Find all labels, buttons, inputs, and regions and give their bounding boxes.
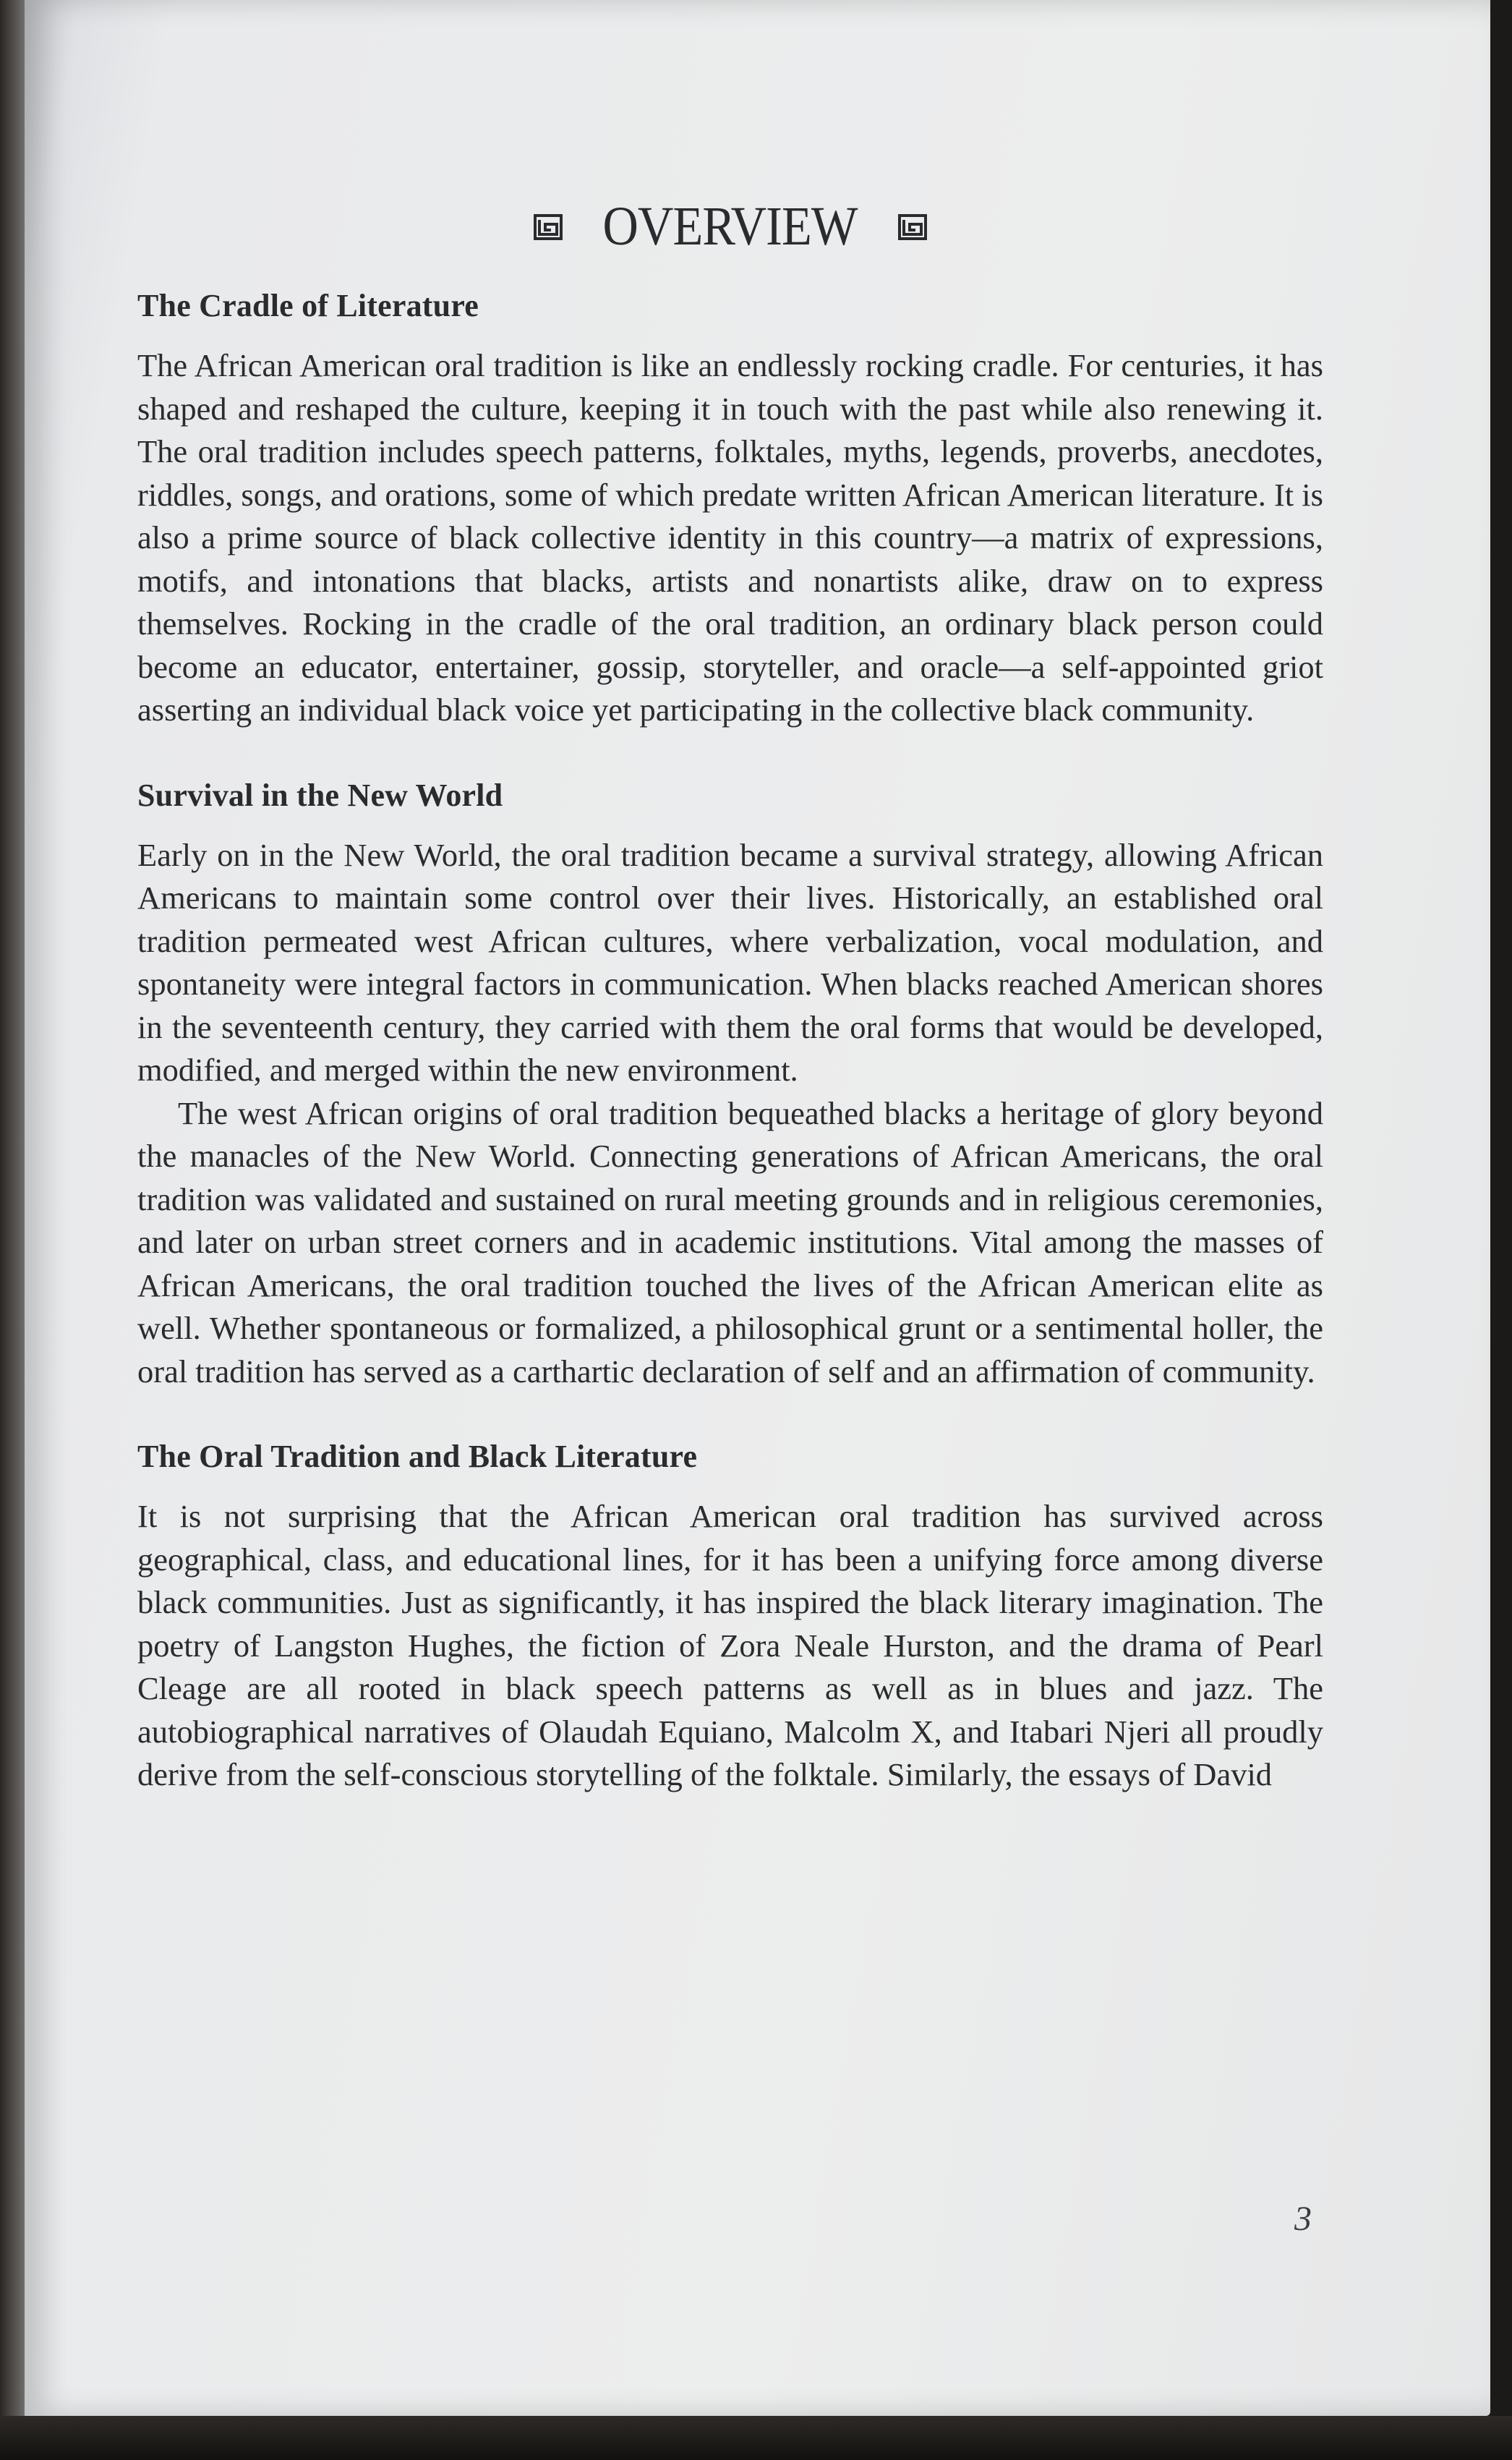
section-heading: The Oral Tradition and Black Literature bbox=[137, 1439, 698, 1474]
paragraph: Early on in the New World, the oral tradition became a survival strategy, allowing African Americans to maintain some control over their lives. Historically, an established oral tradition permeated west African cultures, where verbalization, vocal modulation, and spontaneity were integral factors in communication. When blacks reached American shores in the seventeenth century, they carried with them the oral forms that would be developed, modified, and merged within the new environment. bbox=[137, 836, 1323, 1088]
section-oral-tradition-black-literature bbox=[137, 1438, 1323, 1797]
section-heading: The Cradle of Literature bbox=[137, 288, 479, 323]
title-row bbox=[137, 195, 1323, 258]
page-content bbox=[137, 195, 1323, 1842]
section-survival-new-world bbox=[137, 777, 1323, 1394]
paragraph: The African American oral tradition is like an endlessly rocking cradle. For centuries, it has shaped and reshaped the culture, keeping it in touch with the past while also renewing it. The oral tradition includes speech patterns, folktales, myths, legends, proverbs, anecdotes, riddles, songs, and orations, some of which predate written African American literature. It is also a prime source of black collective identity in this country—a matrix of expressions, motifs, and intonations that blacks, artists and nonartists alike, draw on to express themselves. Rocking in the cradle of the oral tradition, an ordinary black person could become an educator, entertainer, gossip, storyteller, and oracle—a self-appointed griot asserting an individual black voice yet participating in the collective black community. bbox=[137, 347, 1323, 728]
page-title: OVERVIEW bbox=[602, 196, 858, 257]
greek-key-ornament-icon bbox=[534, 214, 563, 240]
page-number: 3 bbox=[1294, 2200, 1312, 2238]
section-heading: Survival in the New World bbox=[137, 777, 503, 813]
page-bottom-edge bbox=[0, 2416, 1512, 2460]
greek-key-ornament-icon bbox=[898, 214, 927, 240]
paragraph: The west African origins of oral tradition bequeathed blacks a heritage of glory beyond the manacles of the New World. Connecting generations of African Americans, the oral tradition was validated and sustained on rural meeting grounds and in religious ceremonies, and later on urban street corners and in academic institutions. Vital among the masses of African Americans, the oral tradition touched the lives of the African American elite as well. Whether spontaneous or formalized, a philosophical grunt or a sentimental holler, the oral tradition has served as a carthartic declaration of self and an affirmation of community. bbox=[137, 1094, 1323, 1389]
paragraph: It is not surprising that the African American oral tradition has survived across geographical, class, and educational lines, for it has been a unifying force among diverse black communities. Just as significantly, it has inspired the black literary imagination. The poetry of Langston Hughes, the fiction of Zora Neale Hurston, and the drama of Pearl Cleage are all rooted in black speech patterns as well as in blues and jazz. The autobiographical narratives of Olaudah Equiano, Malcolm X, and Itabari Njeri all proudly derive from the self-conscious storytelling of the folktale. Similarly, the essays of David bbox=[137, 1498, 1323, 1792]
section-cradle-of-literature bbox=[137, 287, 1323, 732]
